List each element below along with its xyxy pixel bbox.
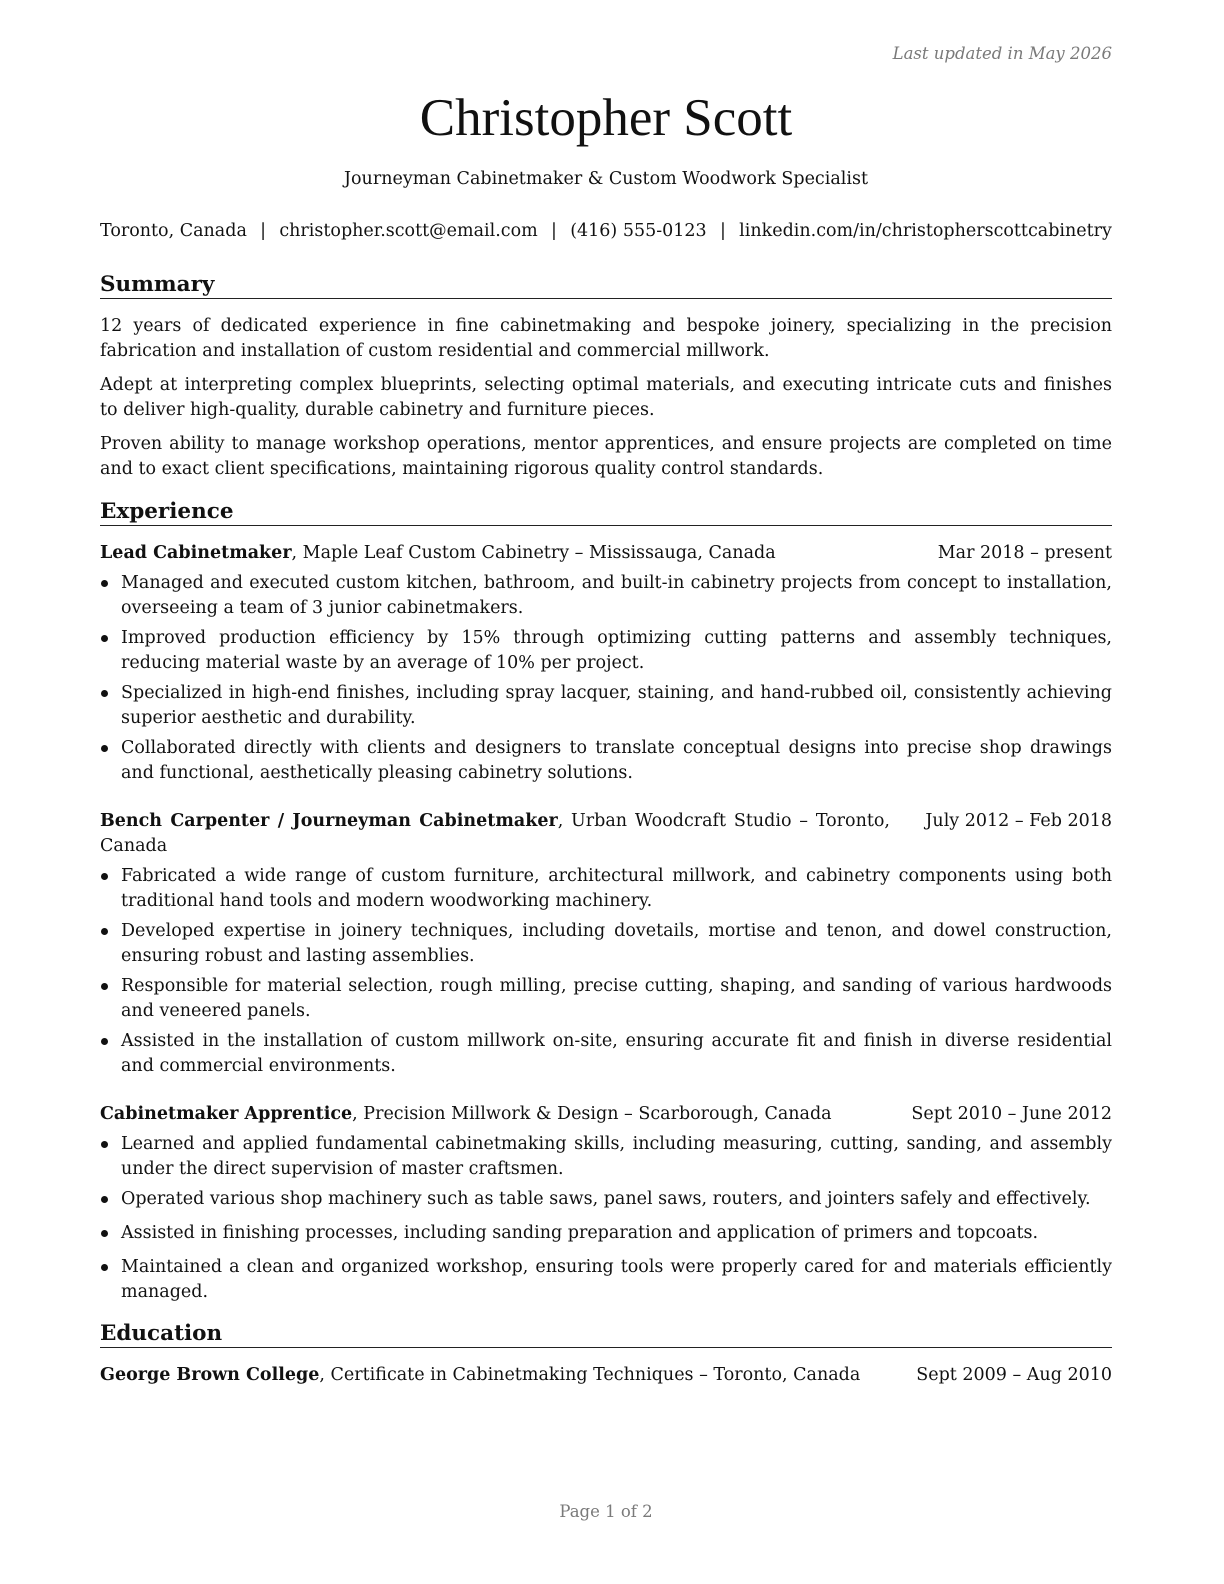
bullet-icon	[101, 690, 108, 697]
job-dates: Sept 2010 – June 2012	[911, 1104, 1112, 1124]
list-item: Maintained a clean and organized workshop, ensuring tools were properly cared for and materials efficiently managed.	[100, 1255, 1112, 1305]
page-number: Page 1 of 2	[559, 1502, 653, 1521]
bullet-icon	[101, 928, 108, 935]
job-title-line	[100, 541, 776, 566]
job-dates: Mar 2018 – present	[937, 543, 1112, 563]
section-title-summary: Summary	[100, 272, 1112, 299]
bullet-icon	[101, 1141, 108, 1148]
bullet-icon	[101, 873, 108, 880]
education-line	[100, 1363, 860, 1388]
bullet-icon	[101, 745, 108, 752]
job-role: Bench Carpenter / Journeyman Cabinetmaker	[100, 811, 558, 831]
job-title-line	[100, 1102, 832, 1127]
contact-linkedin[interactable]: linkedin.com/in/christopherscottcabinetry	[739, 221, 1112, 241]
list-item: Specialized in high-end finishes, including spray lacquer, staining, and hand-rubbed oil, consistently achieving superior aesthetic and durability.	[100, 681, 1112, 731]
job-bullets	[100, 1132, 1112, 1310]
bullet-icon	[101, 983, 108, 990]
bullet-icon	[101, 1264, 108, 1271]
list-item: Learned and applied fundamental cabinetmaking skills, including measuring, cutting, sanding, and assembly under the direct supervision of master craftsmen.	[100, 1132, 1112, 1182]
contact-separator: |	[719, 221, 726, 241]
job-org: , Precision Millwork & Design – Scarborough, Canada	[352, 1104, 832, 1124]
job-org: , Urban Woodcraft Studio – Toronto, Canada	[100, 811, 890, 856]
job-role: Cabinetmaker Apprentice	[100, 1104, 353, 1124]
list-item: Improved production efficiency by 15% through optimizing cutting patterns and assembly techniques, reducing material waste by an average of 10% per project.	[100, 626, 1112, 676]
bullet-icon	[101, 635, 108, 642]
list-item: Managed and executed custom kitchen, bathroom, and built-in cabinetry projects from concept to installation, overseeing a team of 3 junior cabinetmakers.	[100, 571, 1112, 621]
job-dates: July 2012 – Feb 2018	[925, 811, 1112, 831]
contact-separator: |	[551, 221, 557, 241]
contact-email[interactable]: christopher.scott@email.com	[279, 221, 538, 241]
summary-paragraph: Adept at interpreting complex blueprints, selecting optimal materials, and executing intricate cuts and finishes to deliver high-quality, durable cabinetry and furniture pieces.	[100, 375, 1112, 420]
job-header	[100, 1102, 1112, 1127]
job-bullets	[100, 571, 1112, 791]
job-org: , Maple Leaf Custom Cabinetry – Mississauga, Canada	[291, 543, 776, 563]
contact-location: Toronto, Canada	[100, 221, 247, 241]
bullet-icon	[101, 1230, 108, 1237]
education-header	[100, 1363, 1112, 1388]
summary-paragraph: Proven ability to manage workshop operations, mentor apprentices, and ensure projects are completed on time and to exact client specifications, maintaining rigorous quality control standards.	[100, 434, 1112, 479]
summary-paragraph: 12 years of dedicated experience in fine cabinetmaking and bespoke joinery, specializing in the precision fabrication and installation of custom residential and commercial millwork.	[100, 316, 1112, 361]
education-program: , Certificate in Cabinetmaking Techniques – Toronto, Canada	[319, 1365, 861, 1385]
education-school: George Brown College	[100, 1365, 320, 1385]
contact-phone: (416) 555-0123	[570, 221, 707, 241]
contact-separator: |	[260, 221, 267, 241]
resume-page	[100, 0, 1112, 1584]
bullet-icon	[101, 580, 108, 587]
list-item: Collaborated directly with clients and designers to translate conceptual designs into precise shop drawings and functional, aesthetically pleasing cabinetry solutions.	[100, 736, 1112, 786]
section-title-experience: Experience	[100, 499, 1112, 526]
list-item: Developed expertise in joinery techniques, including dovetails, mortise and tenon, and dowel construction, ensuring robust and lasting assemblies.	[100, 919, 1112, 969]
candidate-name: Christopher Scott	[419, 89, 793, 147]
contact-line	[100, 220, 1112, 242]
list-item: Fabricated a wide range of custom furniture, architectural millwork, and cabinetry components using both traditional hand tools and modern woodworking machinery.	[100, 864, 1112, 914]
last-updated-note: Last updated in May 2026	[892, 44, 1112, 63]
education-dates: Sept 2009 – Aug 2010	[916, 1365, 1112, 1385]
job-header	[100, 541, 1112, 566]
bullet-icon	[101, 1196, 108, 1203]
job-header	[100, 809, 1112, 859]
job-title-line	[100, 809, 890, 859]
list-item: Operated various shop machinery such as table saws, panel saws, routers, and jointers safely and effectively.	[100, 1187, 1112, 1212]
list-item: Responsible for material selection, rough milling, precise cutting, shaping, and sanding of various hardwoods and veneered panels.	[100, 974, 1112, 1024]
list-item: Assisted in finishing processes, including sanding preparation and application of primers and topcoats.	[100, 1221, 1112, 1246]
list-item: Assisted in the installation of custom millwork on-site, ensuring accurate fit and finish in diverse residential and commercial environments.	[100, 1029, 1112, 1079]
bullet-icon	[101, 1038, 108, 1045]
job-bullets	[100, 864, 1112, 1084]
candidate-headline: Journeyman Cabinetmaker & Custom Woodwork Specialist	[344, 169, 868, 189]
job-role: Lead Cabinetmaker	[100, 543, 292, 563]
section-title-education: Education	[100, 1321, 1112, 1348]
